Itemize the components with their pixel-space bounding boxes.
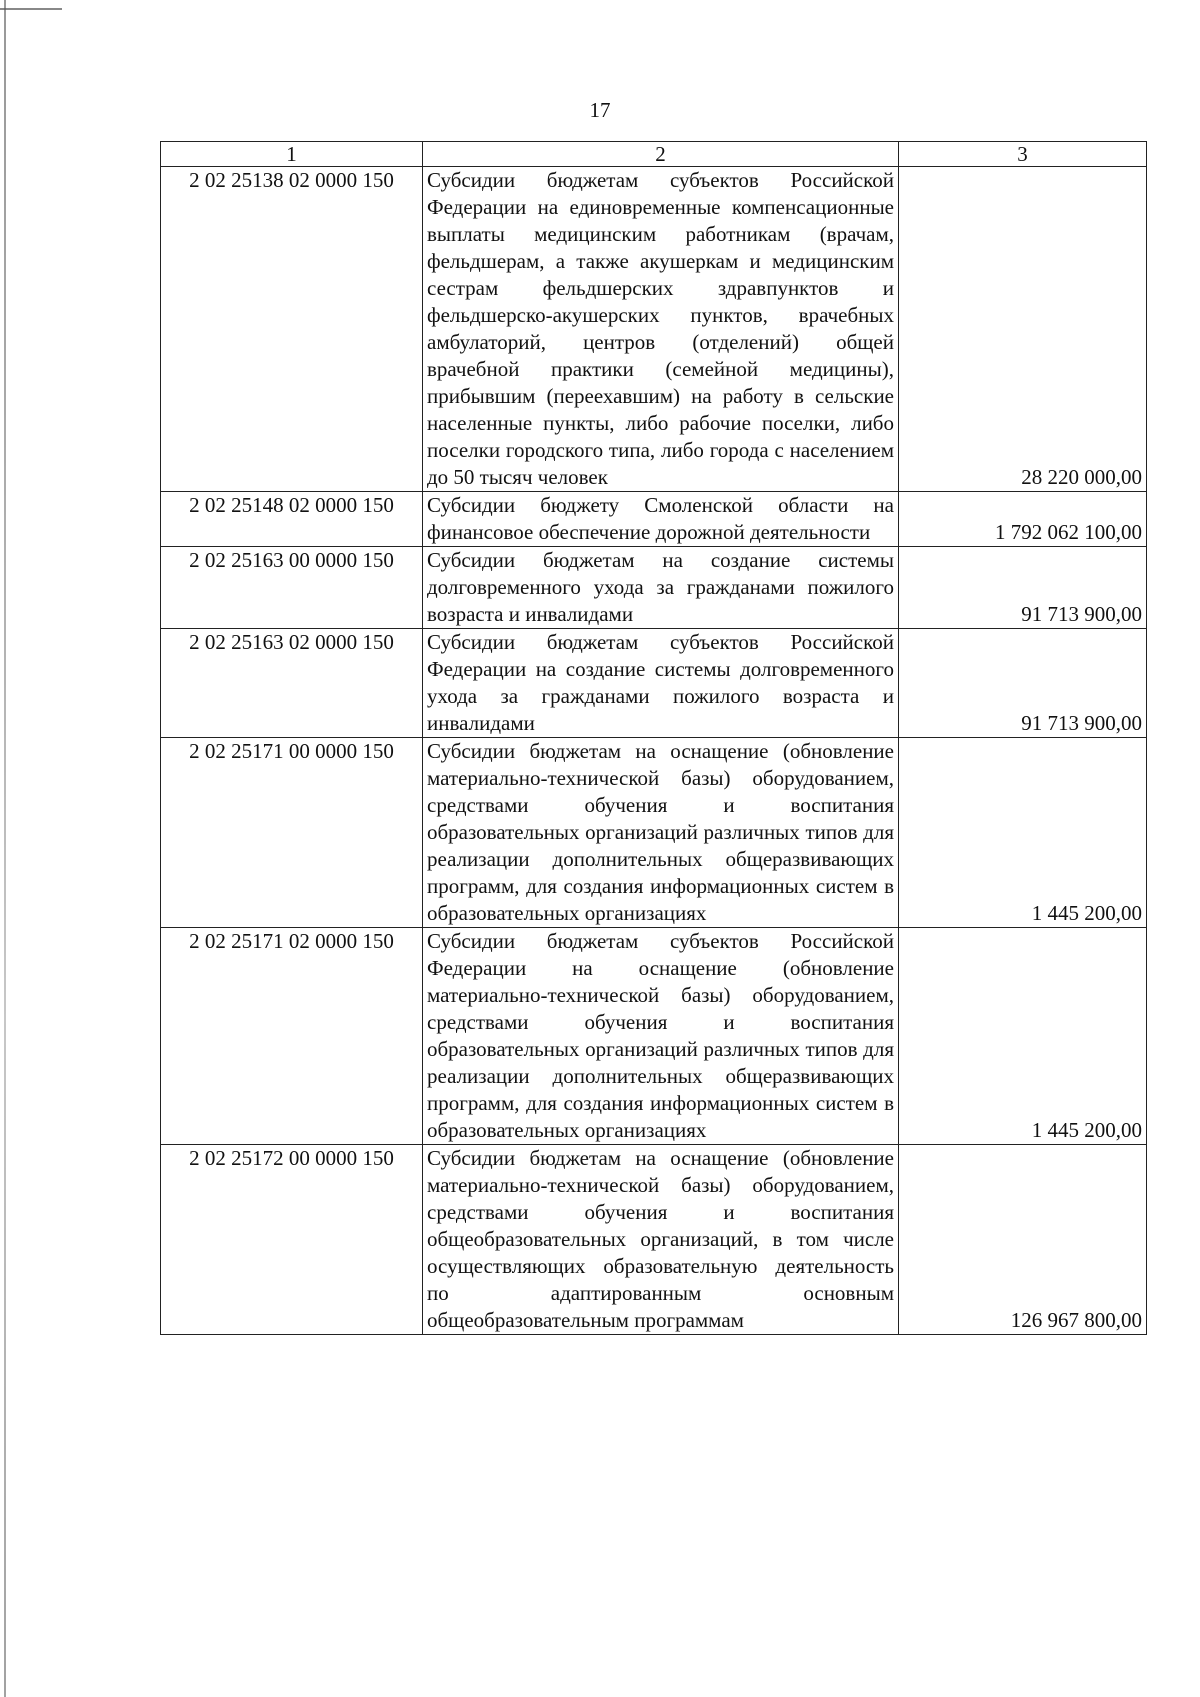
header-row <box>161 142 1147 167</box>
description-cell: Субсидии бюджетам на оснащение (обновление материально-технической базы) оборудованием, средствами обучения и воспитания образовательных организаций различных типов для реализации дополнительных общеразвивающих программ, для создания информационных систем в образовательных организациях <box>423 738 899 928</box>
table-row <box>161 167 1147 492</box>
amount-cell: 126 967 800,00 <box>899 1145 1147 1335</box>
description-cell: Субсидии бюджетам на оснащение (обновление материально-технической базы) оборудованием, средствами обучения и воспитания общеобразовательных организаций, в том числе осуществляющих образовательную деятельность по адаптированным основным общеобразовательным программам <box>423 1145 899 1335</box>
description-cell: Субсидии бюджетам субъектов Российской Федерации на единовременные компенсационные выплаты медицинским работникам (врачам, фельдшерам, а также акушеркам и медицинским сестрам фельдшерских здравпунктов и фельдшерско-акушерских пунктов, врачебных амбулаторий, центров (отделений) общей врачебной практики (семейной медицины), прибывшим (переехавшим) на работу в сельские населенные пункты, либо рабочие поселки, либо поселки городского типа, либо города с населением до 50 тысяч человек <box>423 167 899 492</box>
code-cell: 2 02 25171 02 0000 150 <box>161 928 423 1145</box>
amount-cell: 1 792 062 100,00 <box>899 492 1147 547</box>
amount-cell: 1 445 200,00 <box>899 738 1147 928</box>
scan-edge-left <box>4 0 6 1697</box>
header-col-1: 1 <box>161 142 423 167</box>
page-number: 17 <box>589 98 611 122</box>
description-cell: Субсидии бюджетам субъектов Российской Федерации на создание системы долговременного ухода за гражданами пожилого возраста и инвалидами <box>423 629 899 738</box>
code-cell: 2 02 25163 02 0000 150 <box>161 629 423 738</box>
description-cell: Субсидии бюджетам на создание системы долговременного ухода за гражданами пожилого возраста и инвалидами <box>423 547 899 629</box>
code-cell: 2 02 25138 02 0000 150 <box>161 167 423 492</box>
table-row <box>161 738 1147 928</box>
header-col-3: 3 <box>899 142 1147 167</box>
code-cell: 2 02 25172 00 0000 150 <box>161 1145 423 1335</box>
amount-cell: 28 220 000,00 <box>899 167 1147 492</box>
description-cell: Субсидии бюджету Смоленской области на финансовое обеспечение дорожной деятельности <box>423 492 899 547</box>
budget-table <box>160 141 1147 1335</box>
description-cell: Субсидии бюджетам субъектов Российской Федерации на оснащение (обновление материально-технической базы) оборудованием, средствами обучения и воспитания образовательных организаций различных типов для реализации дополнительных общеразвивающих программ, для создания информационных систем в образовательных организациях <box>423 928 899 1145</box>
amount-cell: 91 713 900,00 <box>899 629 1147 738</box>
table-row <box>161 1145 1147 1335</box>
code-cell: 2 02 25148 02 0000 150 <box>161 492 423 547</box>
code-cell: 2 02 25171 00 0000 150 <box>161 738 423 928</box>
table-row <box>161 492 1147 547</box>
table-row <box>161 629 1147 738</box>
amount-cell: 1 445 200,00 <box>899 928 1147 1145</box>
table-row <box>161 928 1147 1145</box>
code-cell: 2 02 25163 00 0000 150 <box>161 547 423 629</box>
header-col-2: 2 <box>423 142 899 167</box>
table-row <box>161 547 1147 629</box>
scan-edge-top <box>0 8 62 10</box>
amount-cell: 91 713 900,00 <box>899 547 1147 629</box>
